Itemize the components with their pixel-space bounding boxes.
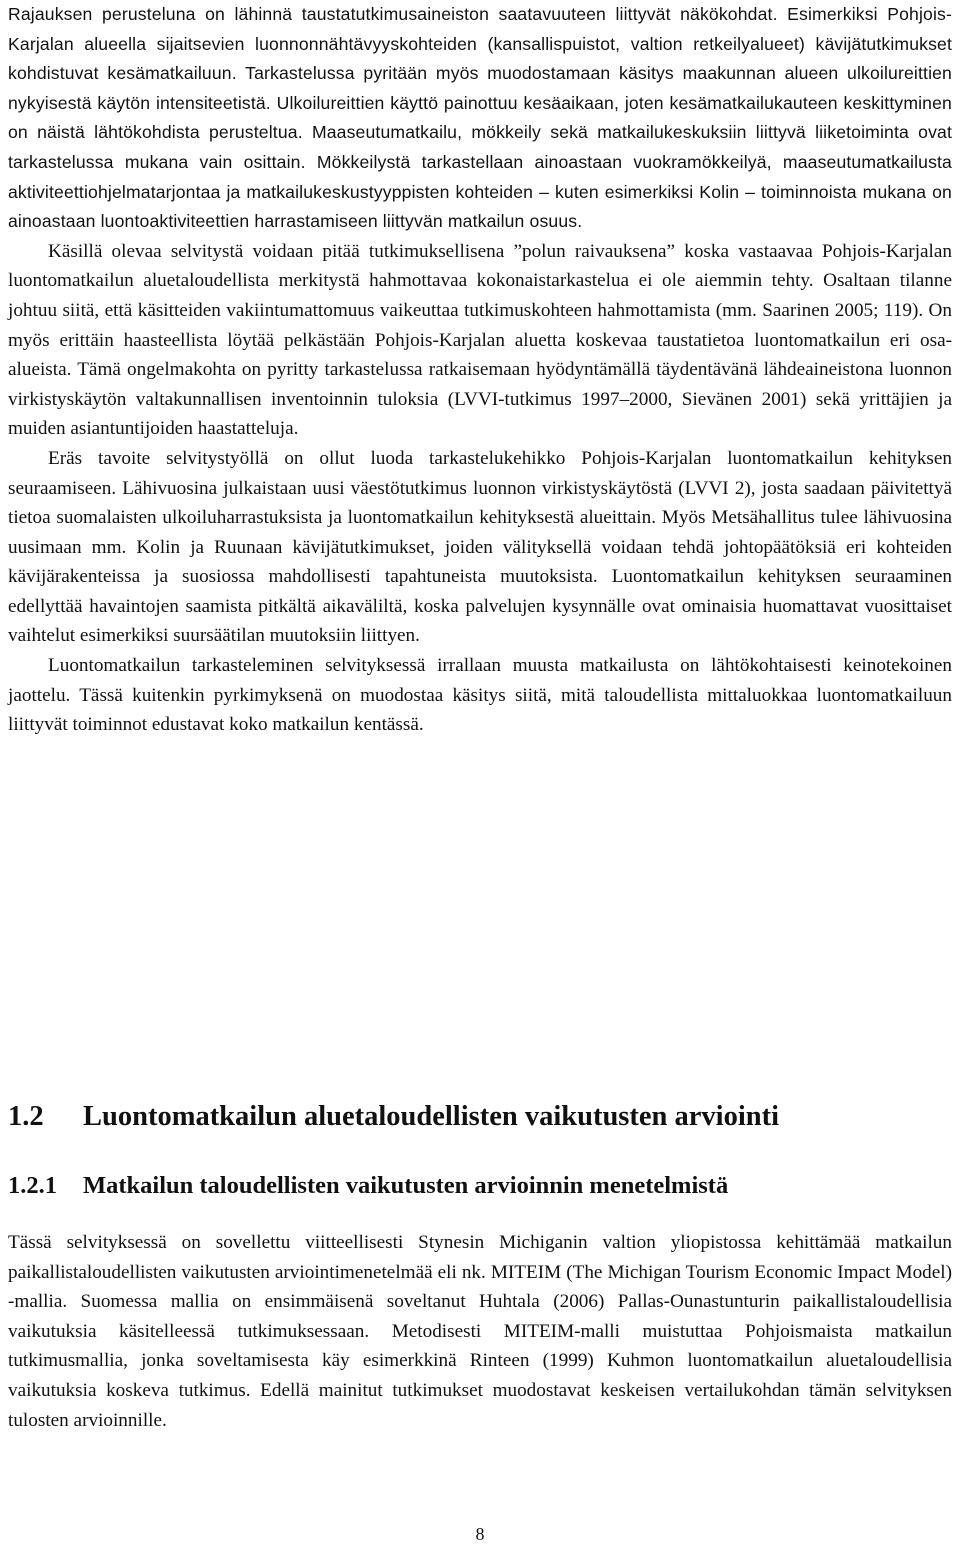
page-number: 8 bbox=[475, 1524, 485, 1544]
paragraph-scope-rationale: Rajauksen perusteluna on lähinnä taustatutkimusaineiston saatavuuteen liittyvät näkökohdat. Esimerkiksi Pohjois-Karjalan alueella sijaitsevien luonnonnähtävyyskohteiden (kansallispuistot, valtion retkeilyalueet) kävijätutkimukset kohdistuvat kesämatkailuun. Tarkastelussa pyritään myös muodostamaan käsitys maakunnan alueen ulkoilureittien nykyisestä käytön intensiteetistä. Ulkoilureittien käyttö painottuu kesäaikaan, joten kesämatkailukauteen keskittyminen on näistä lähtökohdista perusteltua. Maaseutumatkailu, mökkeily sekä matkailukeskuksiin liittyvä liiketoiminta ovat tarkastelussa mukana vain osittain. Mökkeilystä tarkastellaan ainoastaan vuokramökkeilyä, maaseutumatkailusta aktiviteettiohjelmatarjontaa ja matkailukeskustyyppisten kohteiden – kuten esimerkiksi Kolin – toiminnoista mukana on ainoastaan luontoaktiviteettien harrastamiseen liittyvän matkailun osuus. bbox=[8, 4, 952, 232]
subsection-title: Matkailun taloudellisten vaikutusten arvioinnin menetelmistä bbox=[83, 1172, 729, 1199]
document-page bbox=[8, 0, 952, 1431]
section-title: Luontomatkailun aluetaloudellisten vaikutusten arviointi bbox=[83, 1101, 779, 1132]
section-heading bbox=[8, 1097, 779, 1137]
subsection-heading bbox=[8, 1168, 728, 1204]
paragraph-nature-tourism-scope: Luontomatkailun tarkasteleminen selvityksessä irrallaan muusta matkailusta on lähtökohtaisesti keinotekoinen jaottelu. Tässä kuitenkin pyrkimyksenä on muodostaa käsitys siitä, mitä taloudellista mittaluokkaa luontomatkailuun liittyvät toiminnot edustavat koko matkailun kentässä. bbox=[8, 655, 952, 736]
subsection-number: 1.2.1 bbox=[8, 1172, 57, 1199]
paragraph-miteim-method: Tässä selvityksessä on sovellettu viitteellisesti Stynesin Michiganin valtion yliopistossa kehittämää matkailun paikallistaloudellisten vaikutusten arviointimenetelmää eli nk. MITEIM (The Michigan Tourism Economic Impact Model) -mallia. Suomessa mallia on ensimmäisenä soveltanut Huhtala (2006) Pallas-Ounastunturin paikallistaloudellisia vaikutuksia käsitelleessä tutkimuksessaan. Metodisesti MITEIM-malli muistuttaa Pohjoismaista matkailun tutkimusmallia, jonka soveltamisesta käy esimerkkinä Rinteen (1999) Kuhmon luontomatkailun aluetaloudellisia vaikutuksia koskeva tutkimus. Edellä mainitut tutkimukset muodostavat keskeisen vertailukohdan tämän selvityksen tulosten arvioinnille. bbox=[8, 1232, 952, 1431]
paragraph-pathfinding-study: Käsillä olevaa selvitystä voidaan pitää tutkimuksellisena ”polun raivauksena” koska vastaavaa Pohjois-Karjalan luontomatkailun aluetaloudellista merkitystä hahmottavaa kokonaistarkastelua ei ole aiemmin tehty. Osaltaan tilanne johtuu siitä, että käsitteiden vakiintumattomuus vaikeuttaa tutkimuskohteen hahmottamista (mm. Saarinen 2005; 119). On myös erittäin haasteellista löytää pelkästään Pohjois-Karjalan aluetta koskevaa taustatietoa luontomatkailun eri osa-alueista. Tämä ongelmakohta on pyritty tarkastelussa ratkaisemaan hyödyntämällä täydentävänä lähdeaineistona luonnon virkistyskäytön valtakunnallisen inventoinnin tuloksia (LVVI-tutkimus 1997–2000, Sievänen 2001) sekä yrittäjien ja muiden asiantuntijoiden haastatteluja. bbox=[8, 240, 952, 440]
section-number: 1.2 bbox=[8, 1101, 44, 1132]
paragraph-monitoring-framework: Eräs tavoite selvitystyöllä on ollut luoda tarkastelukehikko Pohjois-Karjalan luontomatkailun kehityksen seuraamiseen. Lähivuosina julkaistaan uusi väestötutkimus luonnon virkistyskäytöstä (LVVI 2), josta saadaan päivitettyä tietoa suomalaisten ulkoiluharrastuksista ja luontomatkailun kehityksestä alueittain. Myös Metsähallitus tulee lähivuosina uusimaan mm. Kolin ja Ruunaan kävijätutkimukset, joiden välityksellä voidaan tehdä johtopäätöksiä eri kohteiden kävijärakenteissa ja suosiossa mahdollisesti tapahtuneista muutoksista. Luontomatkailun kehityksen seuraaminen edellyttää havaintojen saamista pitkältä aikaväliltä, koska palvelujen kysynnälle ovat ominaisia huomattavat vuosittaiset vaihtelut esimerkiksi suursäätilan muutoksiin liittyen. bbox=[8, 447, 952, 647]
